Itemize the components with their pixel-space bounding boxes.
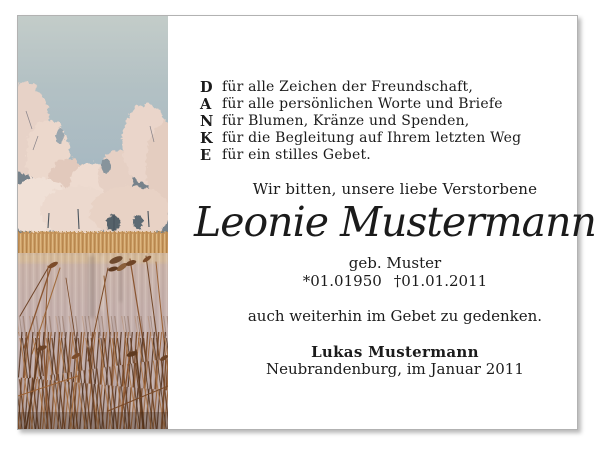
acrostic-letter: D (200, 79, 213, 96)
acrostic-letter: K (200, 130, 213, 147)
place-date-line: Neubrandenburg, im Januar 2011 (266, 360, 524, 378)
death-date: †01.01.2011 (393, 272, 488, 290)
acrostic-text: für alle persönlichen Worte und Briefe (222, 96, 503, 112)
acrostic-text: für ein stilles Gebet. (222, 147, 371, 163)
acrostic-row (200, 113, 596, 130)
mourner-name: Lukas Mustermann (311, 343, 479, 361)
acrostic-row (200, 96, 596, 113)
photo-dense-reeds (18, 316, 168, 429)
winter-lake-photo (18, 16, 168, 429)
life-dates (194, 273, 596, 289)
acrostic-text: für die Begleitung auf Ihrem letzten Weg (222, 130, 522, 146)
closing-line: auch weiterhin im Gebet zu gedenken. (247, 307, 543, 325)
acrostic-row (200, 147, 596, 164)
memorial-card (17, 15, 596, 430)
maiden-name: geb. Muster (348, 254, 442, 272)
acrostic-text: für Blumen, Kränze und Spenden, (222, 113, 470, 129)
acrostic-letter: E (200, 147, 212, 164)
card-text-area (168, 16, 596, 429)
acrostic-row (200, 130, 596, 147)
deceased-name: Leonie Mustermann (194, 198, 596, 246)
danke-acrostic (200, 79, 596, 164)
acrostic-text: für alle Zeichen der Freundschaft, (222, 79, 474, 95)
acrostic-row (200, 79, 596, 96)
acrostic-letter: N (200, 113, 214, 130)
birth-date: *01.01950 (302, 272, 382, 290)
acrostic-letter: A (200, 96, 212, 113)
photo-golden-reed-band (18, 231, 168, 254)
intro-line: Wir bitten, unsere liebe Verstorbene (252, 180, 538, 198)
